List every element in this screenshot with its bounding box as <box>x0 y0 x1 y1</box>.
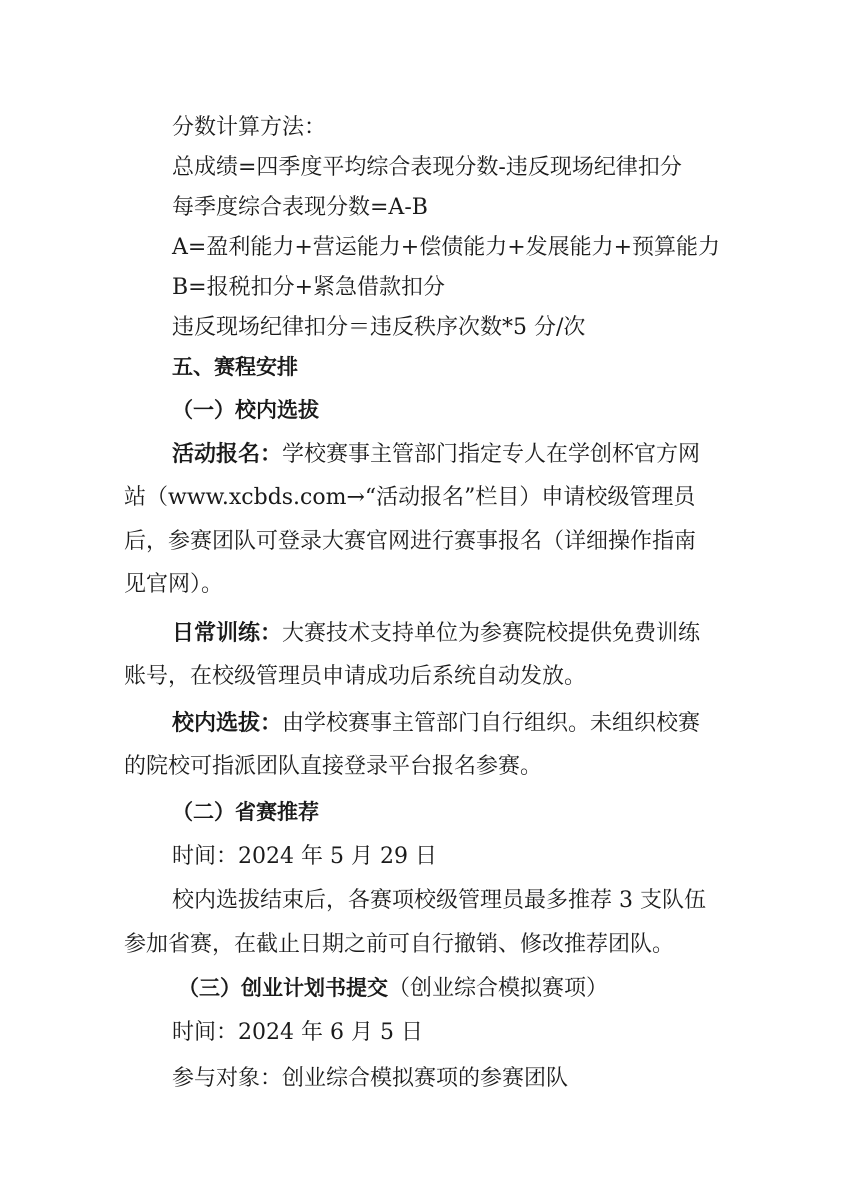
training-label: 日常训练： <box>172 621 283 646</box>
formula-quarterly: 每季度综合表现分数=A-B <box>172 195 428 220</box>
business-plan-heading-bold: （三）创业计划书提交 <box>178 976 388 1000</box>
provincial-time: 时间：2024 年 5 月 29 日 <box>172 844 437 869</box>
business-plan-time: 时间：2024 年 6 月 5 日 <box>172 1020 423 1045</box>
registration-label: 活动报名： <box>172 442 283 467</box>
formula-b: B=报税扣分+紧急借款扣分 <box>172 275 446 300</box>
section-heading-schedule: 五、赛程安排 <box>172 355 298 379</box>
formula-a: A=盈利能力+营运能力+偿债能力+发展能力+预算能力 <box>172 235 721 260</box>
registration-paragraph-line-2: 站（www.xcbds.com→“活动报名”栏目）申请校级管理员 <box>124 485 696 510</box>
formula-title: 分数计算方法： <box>172 115 327 140</box>
business-plan-heading-note: （创业综合模拟赛项） <box>388 976 609 1001</box>
training-paragraph-line-2: 账号，在校级管理员申请成功后系统自动发放。 <box>124 664 587 689</box>
subsection-heading-provincial: （二）省赛推荐 <box>172 800 319 824</box>
subsection-heading-business-plan <box>178 978 608 1000</box>
training-text-1: 大赛技术支持单位为参赛院校提供免费训练 <box>282 621 701 646</box>
provincial-paragraph-line-1: 校内选拔结束后，各赛项校级管理员最多推荐 3 支队伍 <box>172 888 706 913</box>
selection-text-1: 由学校赛事主管部门自行组织。未组织校赛 <box>282 711 701 736</box>
selection-paragraph-line-1 <box>172 713 700 735</box>
formula-penalty: 违反现场纪律扣分＝违反秩序次数*5 分/次 <box>172 315 586 340</box>
registration-paragraph-line-4: 见官网）。 <box>124 572 224 597</box>
registration-text-1: 学校赛事主管部门指定专人在学创杯官方网 <box>282 442 701 467</box>
provincial-paragraph-line-2: 参加省赛，在截止日期之前可自行撤销、修改推荐团队。 <box>124 932 675 957</box>
registration-paragraph-line-3: 后，参赛团队可登录大赛官网进行赛事报名（详细操作指南 <box>124 529 697 554</box>
registration-paragraph-line-1 <box>172 444 700 466</box>
subsection-heading-campus: （一）校内选拔 <box>172 398 319 422</box>
selection-label: 校内选拔： <box>172 711 283 736</box>
formula-total: 总成绩=四季度平均综合表现分数-违反现场纪律扣分 <box>172 155 682 180</box>
training-paragraph-line-1 <box>172 623 700 645</box>
business-plan-target: 参与对象：创业综合模拟赛项的参赛团队 <box>172 1066 569 1091</box>
selection-paragraph-line-2: 的院校可指派团队直接登录平台报名参赛。 <box>124 754 543 779</box>
